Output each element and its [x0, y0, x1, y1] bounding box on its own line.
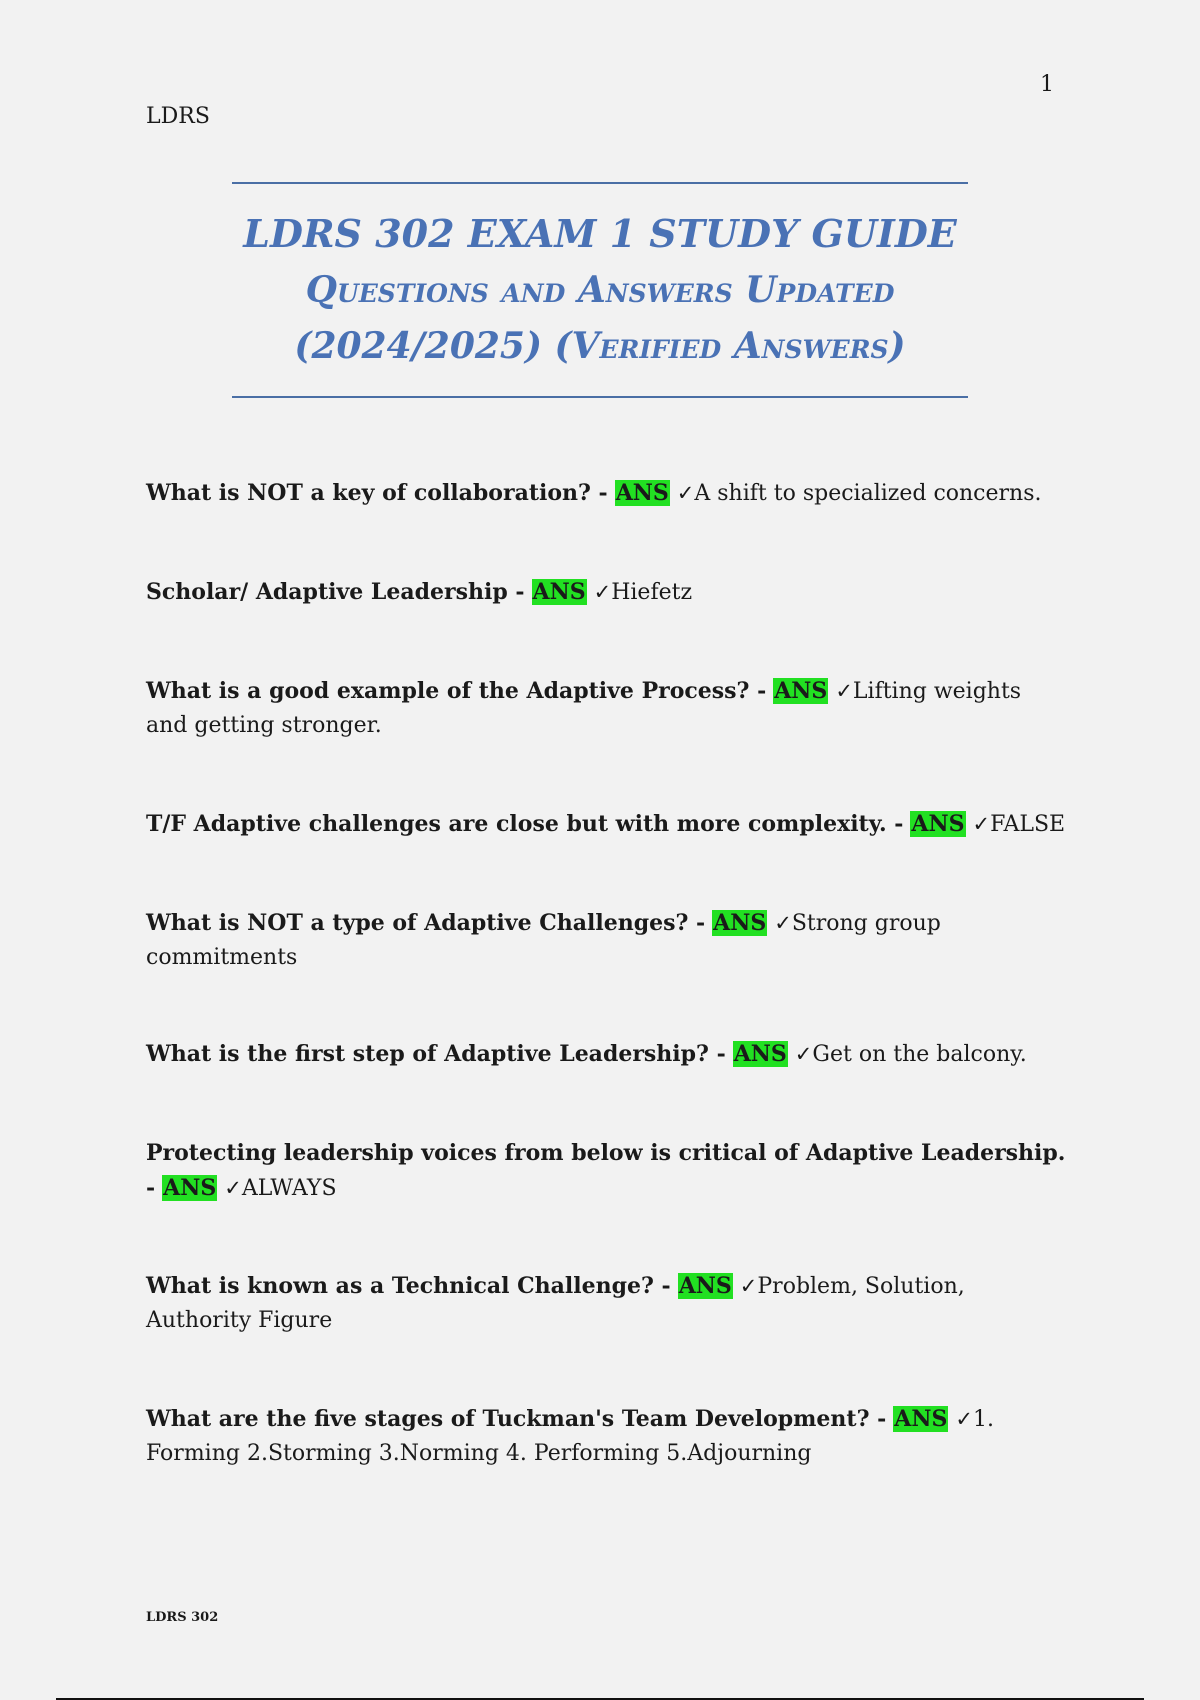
question-text: What is NOT a key of collaboration? - — [146, 480, 608, 506]
check-icon: ✓ — [739, 1274, 758, 1298]
ans-tag: ANS — [894, 1406, 948, 1432]
title-main: LDRS 302 EXAM 1 STUDY GUIDE — [243, 211, 957, 256]
ans-tag: ANS — [713, 910, 767, 936]
ans-tag: ANS — [774, 678, 828, 704]
running-header: LDRS — [146, 104, 210, 129]
footer-text: LDRS 302 — [146, 1610, 219, 1625]
title-block — [232, 182, 968, 398]
answer-text: Problem, Solution, Authority Figure — [146, 1274, 965, 1333]
title-subtitle-line1: Questions and Answers Updated — [305, 269, 895, 311]
check-icon: ✓ — [972, 812, 991, 836]
question-text: What is known as a Technical Challenge? - — [146, 1273, 671, 1299]
qa-item-4 — [146, 807, 1066, 842]
qa-item-5 — [146, 906, 1066, 975]
ans-tag: ANS — [733, 1041, 787, 1067]
question-text: Protecting leadership voices from below is critical of Adaptive Leadership. - — [146, 1140, 1066, 1201]
title-subtitle-line2: (2024/2025) (Verified Answers) — [294, 325, 906, 367]
answer-text: 1. Forming 2.Storming 3.Norming 4. Performing 5.Adjourning — [146, 1407, 994, 1466]
check-icon: ✓ — [794, 1042, 813, 1066]
qa-item-6 — [146, 1037, 1066, 1072]
answer-text: A shift to specialized concerns. — [694, 481, 1042, 506]
ans-tag: ANS — [163, 1175, 217, 1201]
question-text: T/F Adaptive challenges are close but with more complexity. - — [146, 811, 904, 837]
ans-tag: ANS — [532, 579, 586, 605]
check-icon: ✓ — [835, 679, 853, 703]
check-icon: ✓ — [593, 580, 612, 604]
qa-item-7 — [146, 1136, 1066, 1206]
qa-item-8 — [146, 1269, 1066, 1338]
qa-item-2 — [146, 575, 1066, 610]
question-text: Scholar/ Adaptive Leadership - — [146, 579, 525, 605]
ans-tag: ANS — [911, 811, 965, 837]
question-text: What is the first step of Adaptive Leadership? - — [146, 1041, 726, 1067]
ans-tag: ANS — [615, 480, 669, 506]
question-text: What is a good example of the Adaptive Process? - — [146, 678, 767, 704]
answer-text: Hiefetz — [611, 580, 693, 605]
answer-text: Lifting weights and getting stronger. — [146, 679, 1022, 738]
qa-item-3 — [146, 674, 1066, 743]
answer-text: FALSE — [990, 812, 1066, 837]
question-text: What is NOT a type of Adaptive Challenges? - — [146, 910, 706, 936]
qa-item-9 — [146, 1402, 1066, 1471]
answer-text: Strong group commitments — [146, 911, 941, 970]
ans-tag: ANS — [678, 1273, 732, 1299]
check-icon: ✓ — [676, 481, 695, 505]
answer-text: ALWAYS — [241, 1176, 337, 1201]
check-icon: ✓ — [774, 911, 792, 935]
qa-item-1 — [146, 476, 1066, 511]
answer-text: Get on the balcony. — [812, 1042, 1027, 1067]
page-number: 1 — [1040, 72, 1054, 97]
check-icon: ✓ — [224, 1176, 242, 1200]
question-text: What are the five stages of Tuckman's Team Development? - — [146, 1406, 887, 1432]
check-icon: ✓ — [955, 1407, 973, 1431]
